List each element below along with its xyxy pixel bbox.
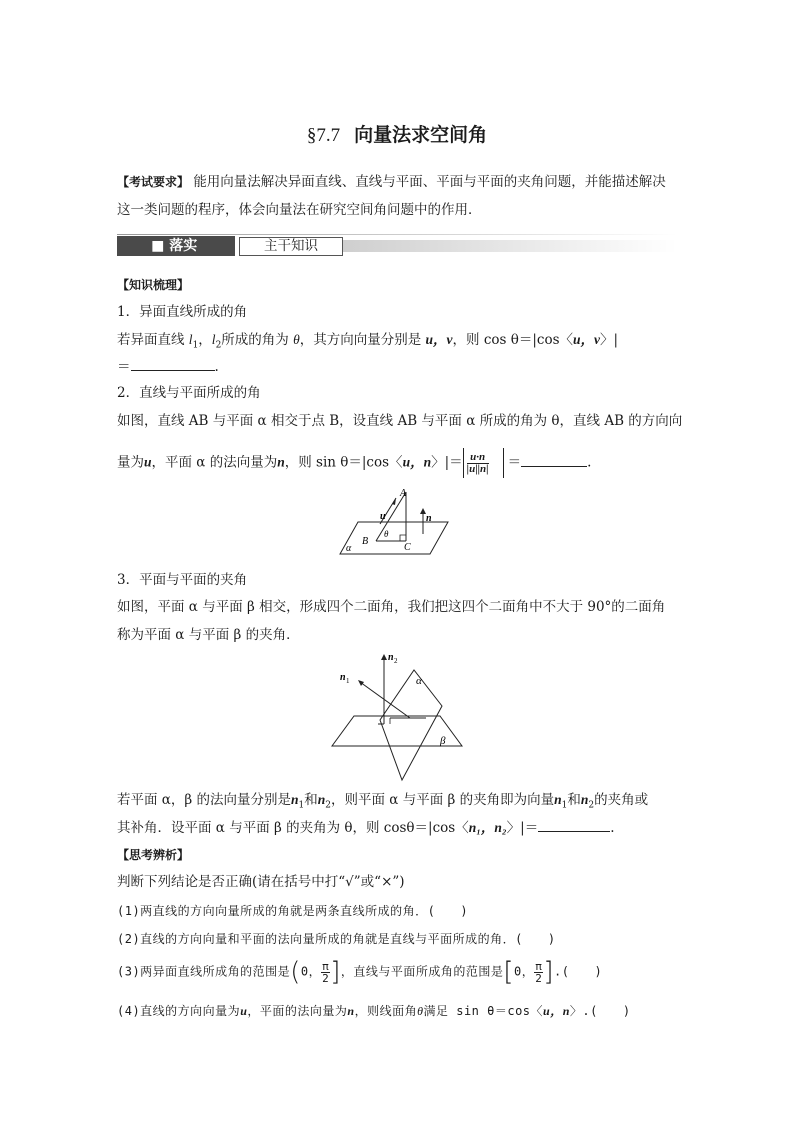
fig1-label-C: C (404, 542, 411, 553)
s1-heading: 1．异面直线所成的角 (117, 304, 248, 320)
knowledge-tag: 【知识梳理】 (117, 278, 190, 292)
title-text: 向量法求空间角 (354, 124, 488, 146)
s3-line-1: 如图，平面 α 与平面 β 相交，形成四个二面角，我们把这四个二面角中不大于 90°的二面角 (117, 599, 666, 615)
s2-heading: 2．直线与平面所成的角 (117, 385, 261, 401)
fig1-label-theta: θ (384, 529, 389, 539)
question-1: (1)两直线的方向向量所成的角就是两条直线所成的角．( ) (117, 904, 469, 918)
requirement-tag: 【考试要求】 (117, 175, 190, 189)
section-banner (117, 236, 677, 256)
thinking-intro: 判断下列结论是否正确(请在括号中打“√”或“×”) (117, 874, 405, 890)
question-3: (3)两异面直线所成角的范围是(0， $\frac{\pi}{2}$ ]，直线与平面所成角的范围是[0， $\frac{\pi}{2}$ ].( ) (117, 957, 603, 987)
banner-light-label: 主干知识 (239, 237, 343, 256)
requirement-line-2: 这一类问题的程序，体会向量法在研究空间角问题中的作用． (117, 202, 482, 218)
s3-blank[interactable] (538, 817, 610, 832)
s1-line: 若异面直线 $l_1$，$l_2$所成的角为 θ，其方向向量分别是 u，v，则 cos θ＝|cos〈u，v〉| (117, 332, 619, 351)
fig1-label-u: u (380, 511, 386, 522)
fig2-label-n1-sub: 1 (346, 677, 350, 685)
plane-plane-figure (330, 648, 464, 784)
s3-line-3: 若平面 α，β 的法向量分别是$n_1$和$n_2$，则平面 α 与平面 β 的夹角即为向量$n_1$和$n_2$的夹角或 (117, 792, 649, 811)
line-plane-figure (338, 484, 456, 558)
s2-line-2: 量为u，平面 α 的法向量为n，则 sin θ＝|cos〈u，n〉|＝ $\frac{u\cdot n}{|u||n|}$ ＝ . (117, 448, 591, 478)
page-title (0, 120, 794, 147)
thinking-tag: 【思考辨析】 (117, 848, 190, 862)
fig2-label-beta: β (440, 735, 446, 747)
fig2-label-n2-sub: 2 (394, 657, 398, 665)
banner-dark-label: ■ 落实 (117, 236, 235, 256)
fig2-label-alpha: α (416, 675, 422, 687)
s3-heading: 3．平面与平面的夹角 (117, 572, 248, 588)
question-2: (2)直线的方向向量和平面的法向量所成的角就是直线与平面所成的角．( ) (117, 932, 556, 946)
fig1-label-A: A (400, 488, 407, 499)
fig1-label-alpha: α (346, 543, 352, 554)
s2-line-1: 如图，直线 AB 与平面 α 相交于点 B，设直线 AB 与平面 α 所成的角为 θ，直线 AB 的方向向 (117, 413, 683, 429)
fig1-label-n: n (426, 513, 432, 524)
s1-blank[interactable] (131, 356, 215, 371)
fig2-label-n1: n (340, 672, 346, 683)
fig2-label-n2: n (388, 652, 394, 663)
s3-line-2: 称为平面 α 与平面 β 的夹角． (117, 627, 300, 643)
section-number: §7.7 (306, 125, 341, 146)
requirement-line-1: 【考试要求】 能用向量法解决异面直线、直线与平面、平面与平面的夹角问题，并能描述解决 (117, 174, 666, 190)
s1-answer-line: ＝ . (117, 356, 219, 377)
s2-blank[interactable] (521, 452, 587, 467)
s3-line-4: 其补角．设平面 α 与平面 β 的夹角为 θ，则 cosθ＝|cos〈n₁，n₂〉|＝ . (117, 817, 615, 838)
s2-fraction: $\frac{u\cdot n}{|u||n|}$ (466, 450, 489, 475)
fig1-label-B: B (362, 536, 369, 547)
question-4: (4)直线的方向向量为u，平面的法向量为n，则线面角θ满足 sin θ＝cos〈u，n〉.( ) (117, 1004, 631, 1018)
